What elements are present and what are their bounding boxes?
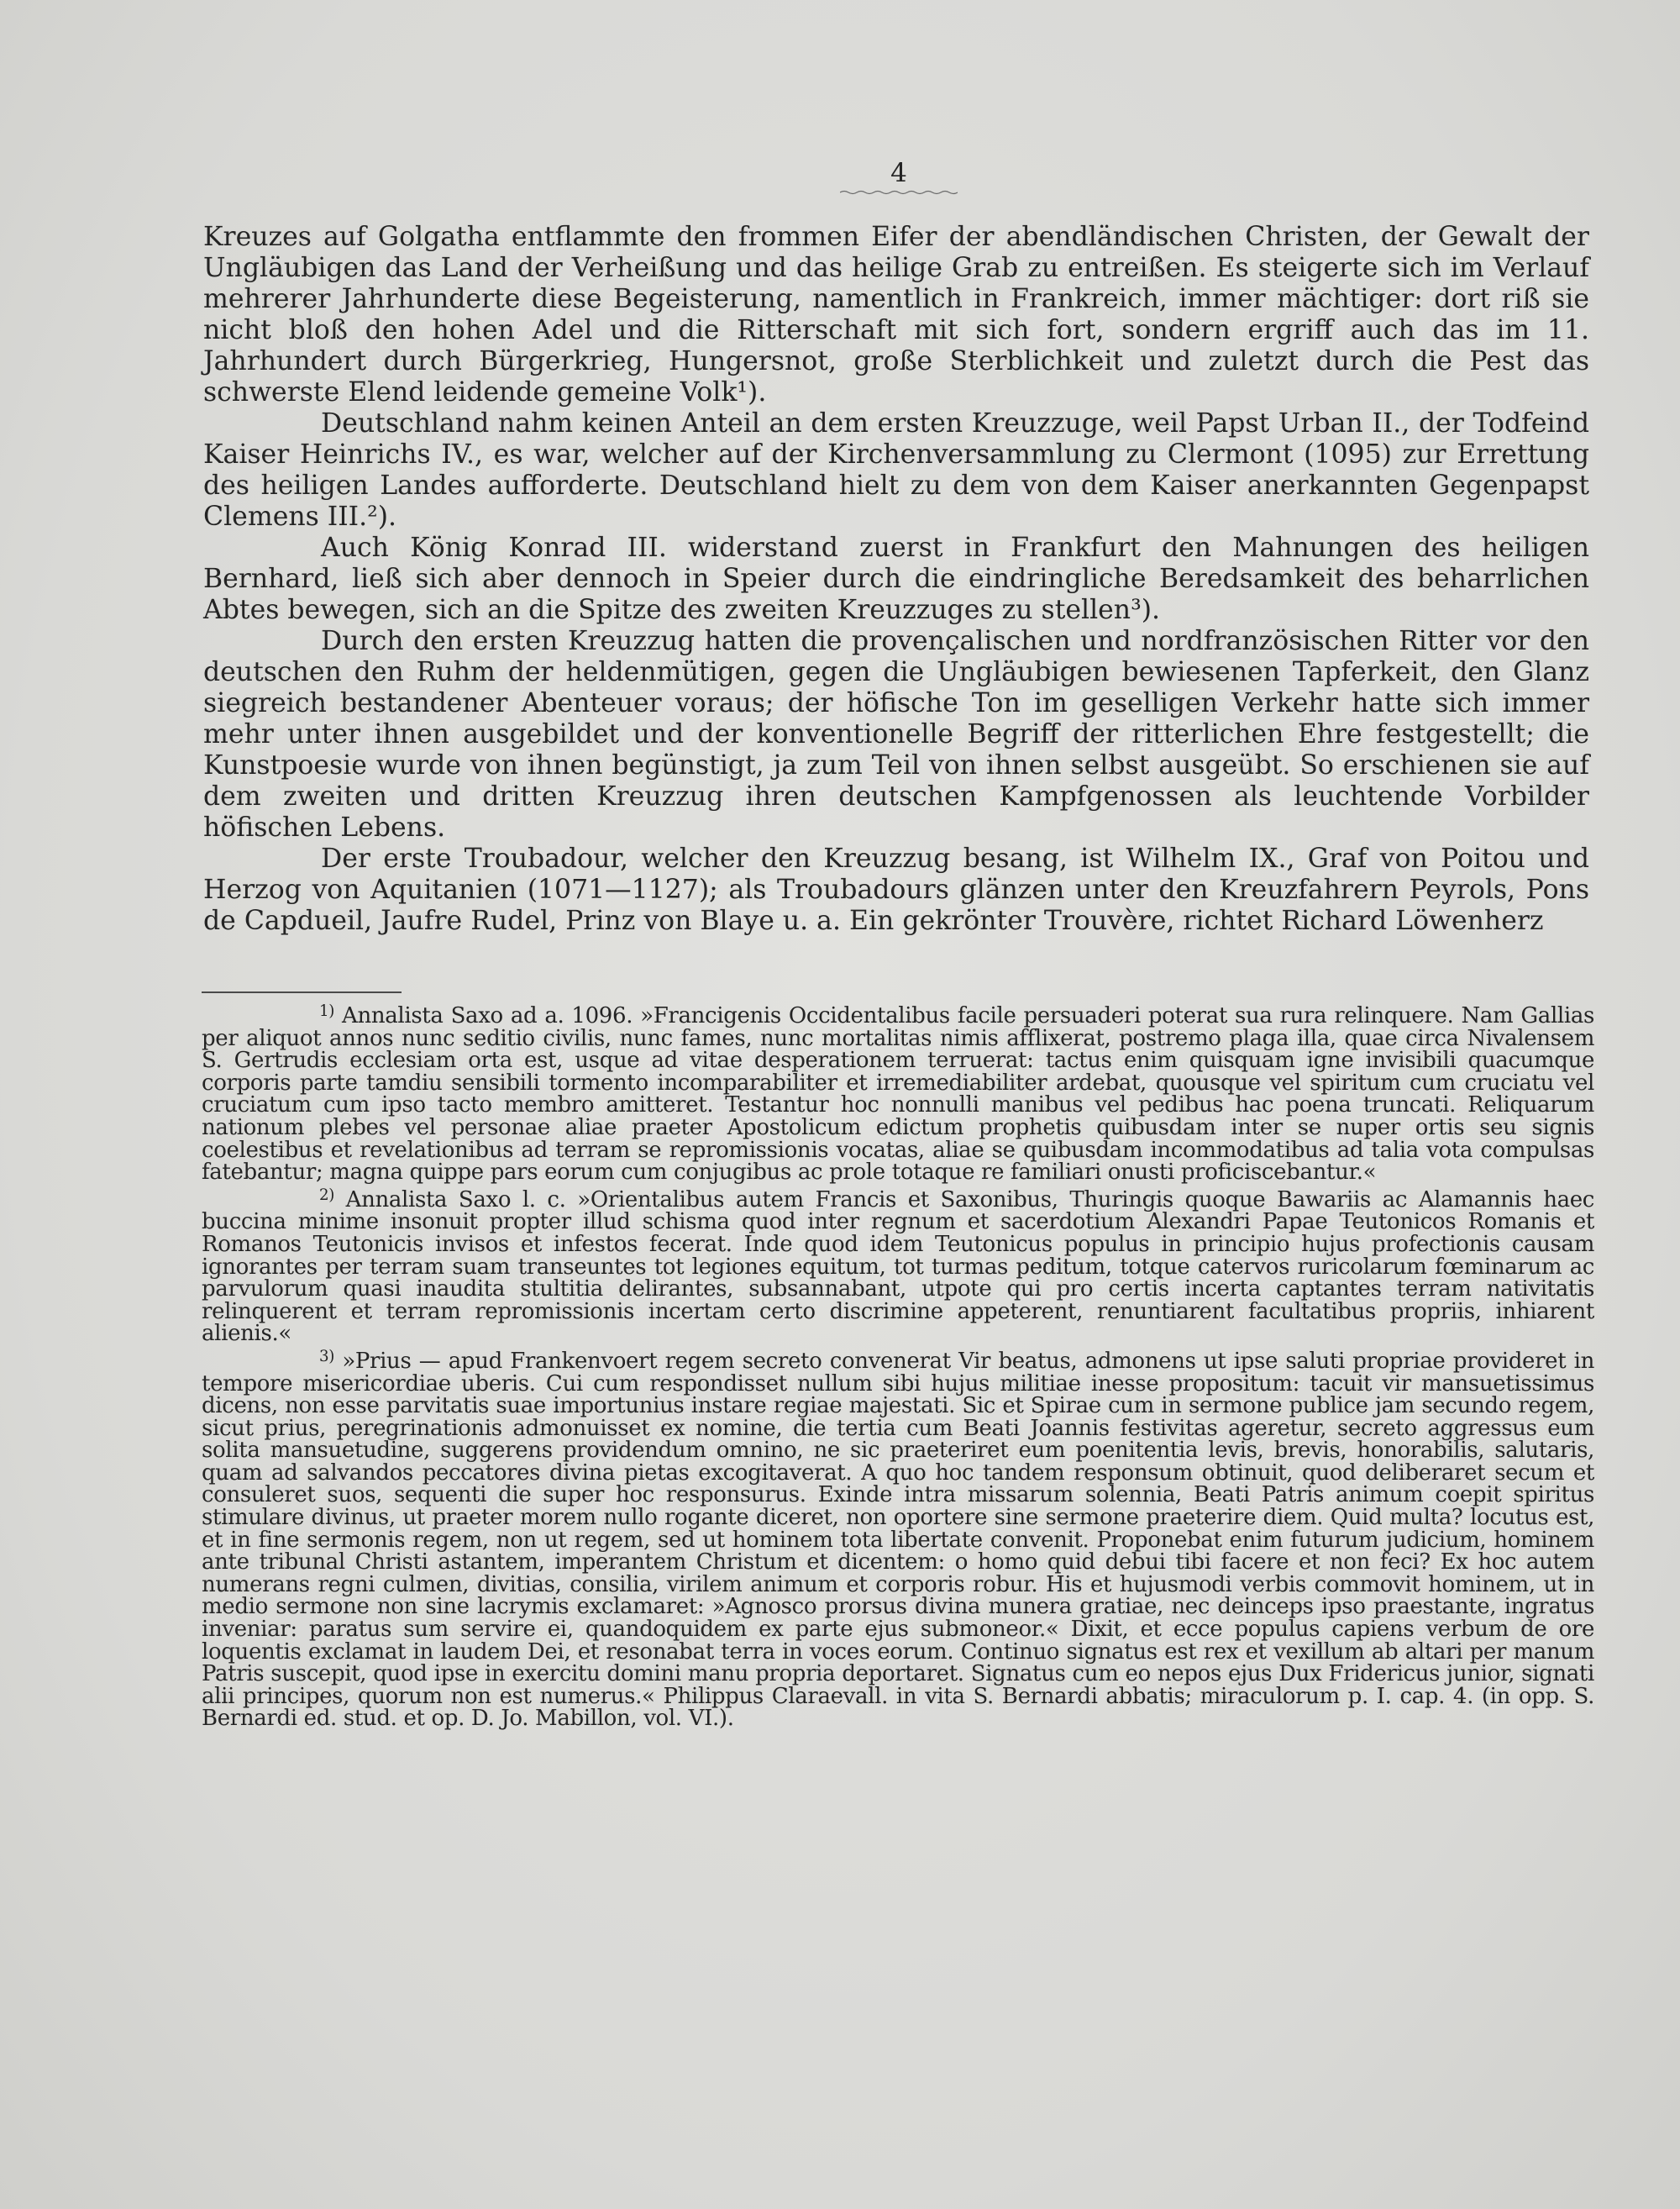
footnote-text: Annalista Saxo ad a. 1096. »Francigenis Occidentalibus facile persuaderi poterat sua rura relinquere. Nam Gallias per aliquot annos nunc seditio civilis, nunc fames, nunc mortalitas nimis afflixerat, postremo plaga illa, quae circa Nivalensem S. Gertrudis ecclesiam orta est, usque ad vitae desperationem terruerat: tactus enim quisquam igne invisibili quacumque corporis parte tamdiu sensibili tormento incomparabiliter et irremediabiliter ardebat, quousque vel spiritum cum cruciatu vel cruciatum cum ipso tacto membro amitteret. Testantur hoc nonnulli manibus vel pedibus hac poena truncati. Reliquarum nationum plebes vel personae aliae praeter Apostolicum edictum prophetis quibusdam inter se nuper ortis seu signis coelestibus et revelationibus ad terram se repromissionis vocatas, aliae se quibusdam incommodatibus ad talia vota compulsas fatebantur; magna quippe pars eorum cum conjugibus ac prole totaque re familiari onusti proficiscebantur.« — [202, 1003, 1594, 1186]
page-number: 4 — [890, 158, 907, 188]
footnotes — [202, 1002, 1594, 1735]
footnote-3 — [202, 1347, 1594, 1732]
footnote-marker: 1) — [319, 1002, 334, 1020]
body-paragraph-1: Kreuzes auf Golgatha entflammte den frommen Eifer der abendländischen Christen, der Gewalt der Ungläubigen das Land der Verheißung und das heilige Grab zu entreißen. Es steigerte sich im Verlauf mehrerer Jahrhunderte diese Begeisterung, namentlich in Frankreich, immer mächtiger: dort riß sie nicht bloß den hohen Adel und die Ritterschaft mit sich fort, sondern ergriff auch das im 11. Jahrhundert durch Bürgerkrieg, Hungersnot, große Sterblichkeit und zuletzt durch die Pest das schwerste Elend leidende gemeine Volk¹). — [203, 222, 1589, 408]
page-number-flourish — [840, 190, 958, 195]
footnote-marker: 2) — [319, 1186, 334, 1204]
footnote-1 — [202, 1002, 1594, 1186]
footnote-text: Annalista Saxo l. c. »Orientalibus autem Francis et Saxonibus, Thuringis quoque Bawariis ac Alamannis haec buccina minime insonuit propter illud schisma quod inter regnum et sacerdotium Alexandri Papae Teutonicos Romanis et Romanos Teutonicis invisos et infestos fecerat. Inde quod idem Teutonicus populus in principio hujus profectionis causam ignorantes per terram suam transeuntes tot legiones equitum, tot turmas peditum, totque catervos ruricolarum fœminarum ac parvulorum quasi inaudita stultitia delirantes, subsannabant, utpote qui pro certis incerta captantes terram nativitatis relinquerent et terram repromissionis incertam certo discrimine appeterent, renuntiarent facultatibus propriis, inhiarent alienis.« — [202, 1186, 1594, 1347]
main-text — [203, 222, 1589, 937]
footnote-marker: 3) — [319, 1347, 334, 1365]
body-paragraph-5: Der erste Troubadour, welcher den Kreuzzug besang, ist Wilhelm IX., Graf von Poitou und Herzog von Aquitanien (1071—1127); als Troubadours glänzen unter den Kreuzfahrern Peyrols, Pons de Capdueil, Jaufre Rudel, Prinz von Blaye u. a. Ein gekrönter Trouvère, richtet Richard Löwenherz — [203, 844, 1589, 936]
body-paragraph-3: Auch König Konrad III. widerstand zuerst in Frankfurt den Mahnungen des heiligen Bernhard, ließ sich aber dennoch in Speier durch die eindringliche Beredsamkeit des beharrlichen Abtes bewegen, sich an die Spitze des zweiten Kreuzzuges zu stellen³). — [203, 533, 1589, 625]
footnote-text: »Prius — apud Frankenvoert regem secreto convenerat Vir beatus, admonens ut ipse saluti propriae provideret in tempore misericordiae uberis. Cui cum respondisset nullum sibi hujus militiae inesse propositum: tacuit vir mansuetissimus dicens, non esse parvitatis suae importunius instare regiae majestati. Sic et Spirae cum in sermone publice jam secundo regem, sicut prius, peregrinationis admonuisset ex nomine, die tertia cum Beati Joannis festivitas ageretur, secreto aggressus eum solita mansuetudine, suggerens providendum omnino, ne sic praeteriret eum poenitentia levis, brevis, honorabilis, salutaris, quam ad salvandos peccatores divina pietas excogitaverat. A quo hoc tandem responsum obtinuit, quod deliberaret secum et consuleret suos, sequenti die super hoc responsurus. Exinde intra missarum solennia, Beati Patris animum coepit spiritus stimulare divinus, ut praeter morem nullo rogante diceret, non oportere sine sermone praeterire diem. Quid multa? locutus est, et in fine sermonis regem, non ut regem, sed ut hominem tota libertate convenit. Proponebat enim futurum judicium, hominem ante tribunal Christi astantem, imperantem Christum et dicentem: o homo quid debui tibi facere et non feci? Ex hoc autem numerans regni culmen, divitias, consilia, virilem animum et corporis robur. His et hujusmodi verbis commovit hominem, ut in medio sermone non sine lacrymis exclamaret: »Agnosco prorsus divina munera gratiae, nec deinceps ipso praestante, ingratus inveniar: paratus sum servire ei, quandoquidem ex parte ejus submoneor.« Dixit, et ecce populus capiens verbum de ore loquentis exclamat in laudem Dei, et resonabat terra in voces eorum. Continuo signatus est rex et vexillum ab altari per manum Patris suscepit, quod ipse in exercitu domini manu propria deportaret. Signatus cum eo nepos ejus Dux Fridericus junior, signati alii principes, quorum non est numerus.« Philippus Claraevall. in vita S. Bernardi abbatis; miraculorum p. I. cap. 4. (in opp. S. Bernardi ed. stud. et op. D. Jo. Mabillon, vol. VI.). — [202, 1348, 1594, 1732]
body-paragraph-4: Durch den ersten Kreuzzug hatten die provençalischen und nordfranzösischen Ritter vor den deutschen den Ruhm der heldenmütigen, gegen die Ungläubigen bewiesenen Tapferkeit, den Glanz siegreich bestandener Abenteuer voraus; der höfische Ton im geselligen Verkehr hatte sich immer mehr unter ihnen ausgebildet und der konventionelle Begriff der ritterlichen Ehre festgestellt; die Kunstpoesie wurde von ihnen begünstigt, ja zum Teil von ihnen selbst ausgeübt. So erschienen sie auf dem zweiten und dritten Kreuzzug ihren deutschen Kampfgenossen als leuchtende Vorbilder höfischen Lebens. — [203, 626, 1589, 843]
footnote-separator — [202, 991, 402, 993]
footnote-2 — [202, 1186, 1594, 1347]
body-paragraph-2: Deutschland nahm keinen Anteil an dem ersten Kreuzzuge, weil Papst Urban II., der Todfeind Kaiser Heinrichs IV., es war, welcher auf der Kirchenversammlung zu Clermont (1095) zur Errettung des heiligen Landes aufforderte. Deutschland hielt zu dem von dem Kaiser anerkannten Gegenpapst Clemens III.²). — [203, 408, 1589, 532]
